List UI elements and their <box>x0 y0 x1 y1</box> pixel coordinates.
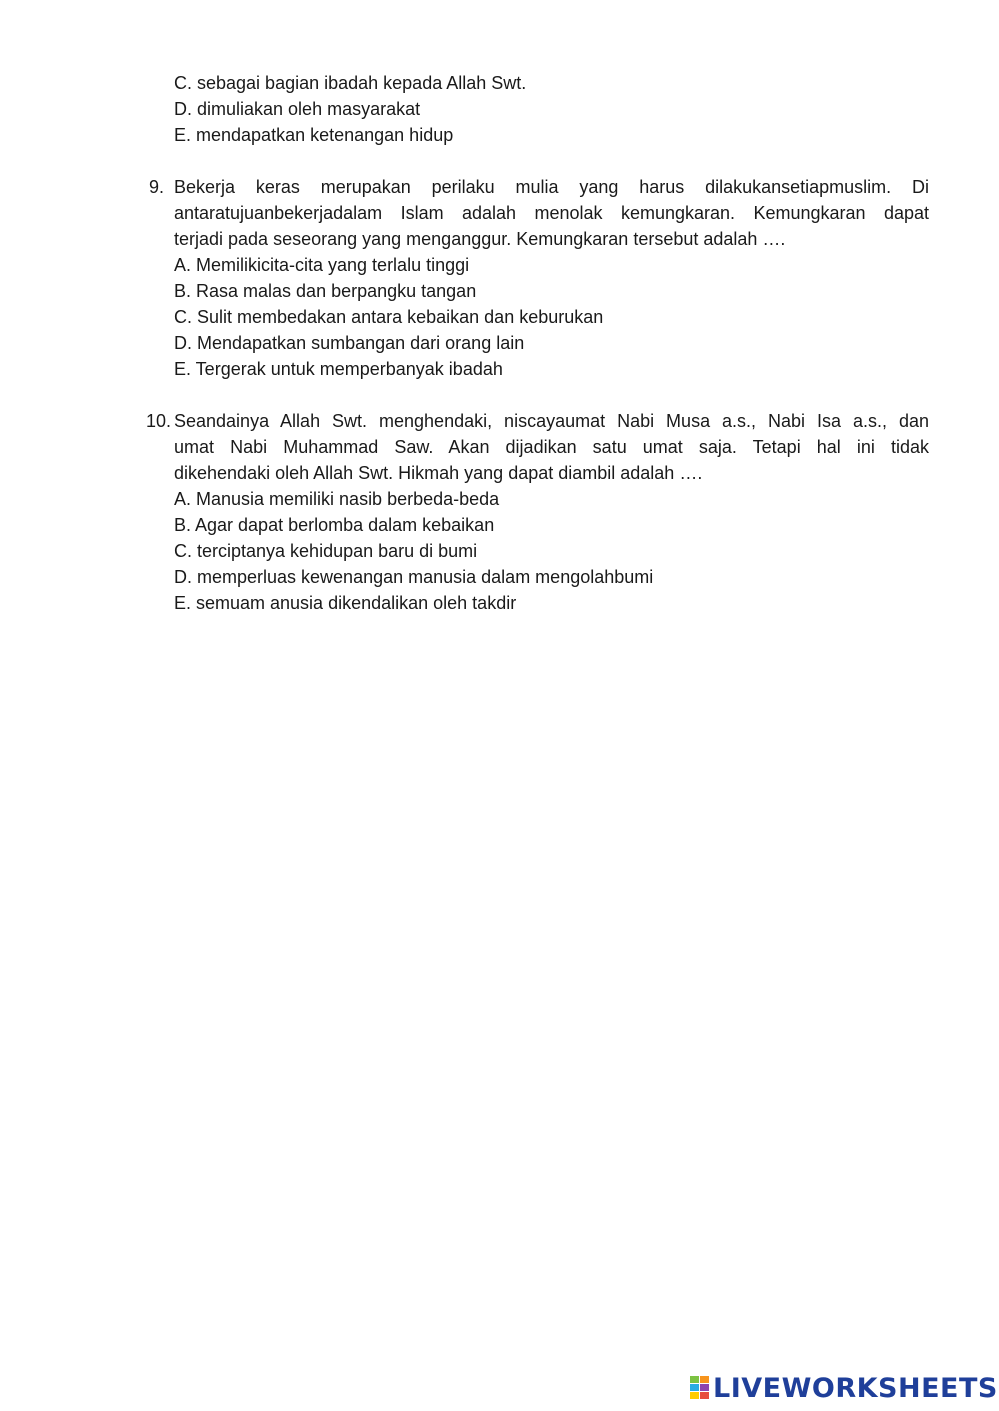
question-10-option-e: E. semuam anusia dikendalikan oleh takdir <box>174 593 517 613</box>
question-9-option-b: B. Rasa malas dan berpangku tangan <box>174 281 477 301</box>
question-10-option-d: D. memperluas kewenangan manusia dalam mengolahbumi <box>174 567 654 587</box>
question-9-text-line-2: antaratujuanbekerjadalam Islam adalah menolak kemungkaran. Kemungkaran dapat <box>174 203 929 223</box>
prev-option-e: E. mendapatkan ketenangan hidup <box>174 125 454 145</box>
question-10-text-line-3: dikehendaki oleh Allah Swt. Hikmah yang dapat diambil adalah …. <box>174 463 703 483</box>
question-10-option-a: A. Manusia memiliki nasib berbeda-beda <box>174 489 500 509</box>
question-9-option-c: C. Sulit membedakan antara kebaikan dan keburukan <box>174 307 604 327</box>
question-10-text-line-2: umat Nabi Muhammad Saw. Akan dijadikan satu umat saja. Tetapi hal ini tidak <box>174 437 929 457</box>
question-9-option-d: D. Mendapatkan sumbangan dari orang lain <box>174 333 525 353</box>
prev-option-c: C. sebagai bagian ibadah kepada Allah Swt. <box>174 73 527 93</box>
question-10-text-line-1: Seandainya Allah Swt. menghendaki, niscayaumat Nabi Musa a.s., Nabi Isa a.s., dan <box>174 411 929 431</box>
liveworksheets-wordmark: LIVEWORKSHEETS <box>713 1372 998 1404</box>
question-9-text-line-3: terjadi pada seseorang yang menganggur. Kemungkaran tersebut adalah …. <box>174 229 786 249</box>
question-10-option-c: C. terciptanya kehidupan baru di bumi <box>174 541 478 561</box>
question-10-number: 10. <box>146 411 172 431</box>
prev-option-d: D. dimuliakan oleh masyarakat <box>174 99 421 119</box>
question-9-text-line-1: Bekerja keras merupakan perilaku mulia yang harus dilakukansetiapmuslim. Di <box>174 177 929 197</box>
question-9-number: 9. <box>149 177 165 197</box>
liveworksheets-brand <box>690 1370 998 1406</box>
question-9-option-a: A. Memilikicita-cita yang terlalu tinggi <box>174 255 470 275</box>
question-10-option-b: B. Agar dapat berlomba dalam kebaikan <box>174 515 495 535</box>
question-9-option-e: E. Tergerak untuk memperbanyak ibadah <box>174 359 503 379</box>
liveworksheets-logo-icon <box>690 1376 710 1400</box>
